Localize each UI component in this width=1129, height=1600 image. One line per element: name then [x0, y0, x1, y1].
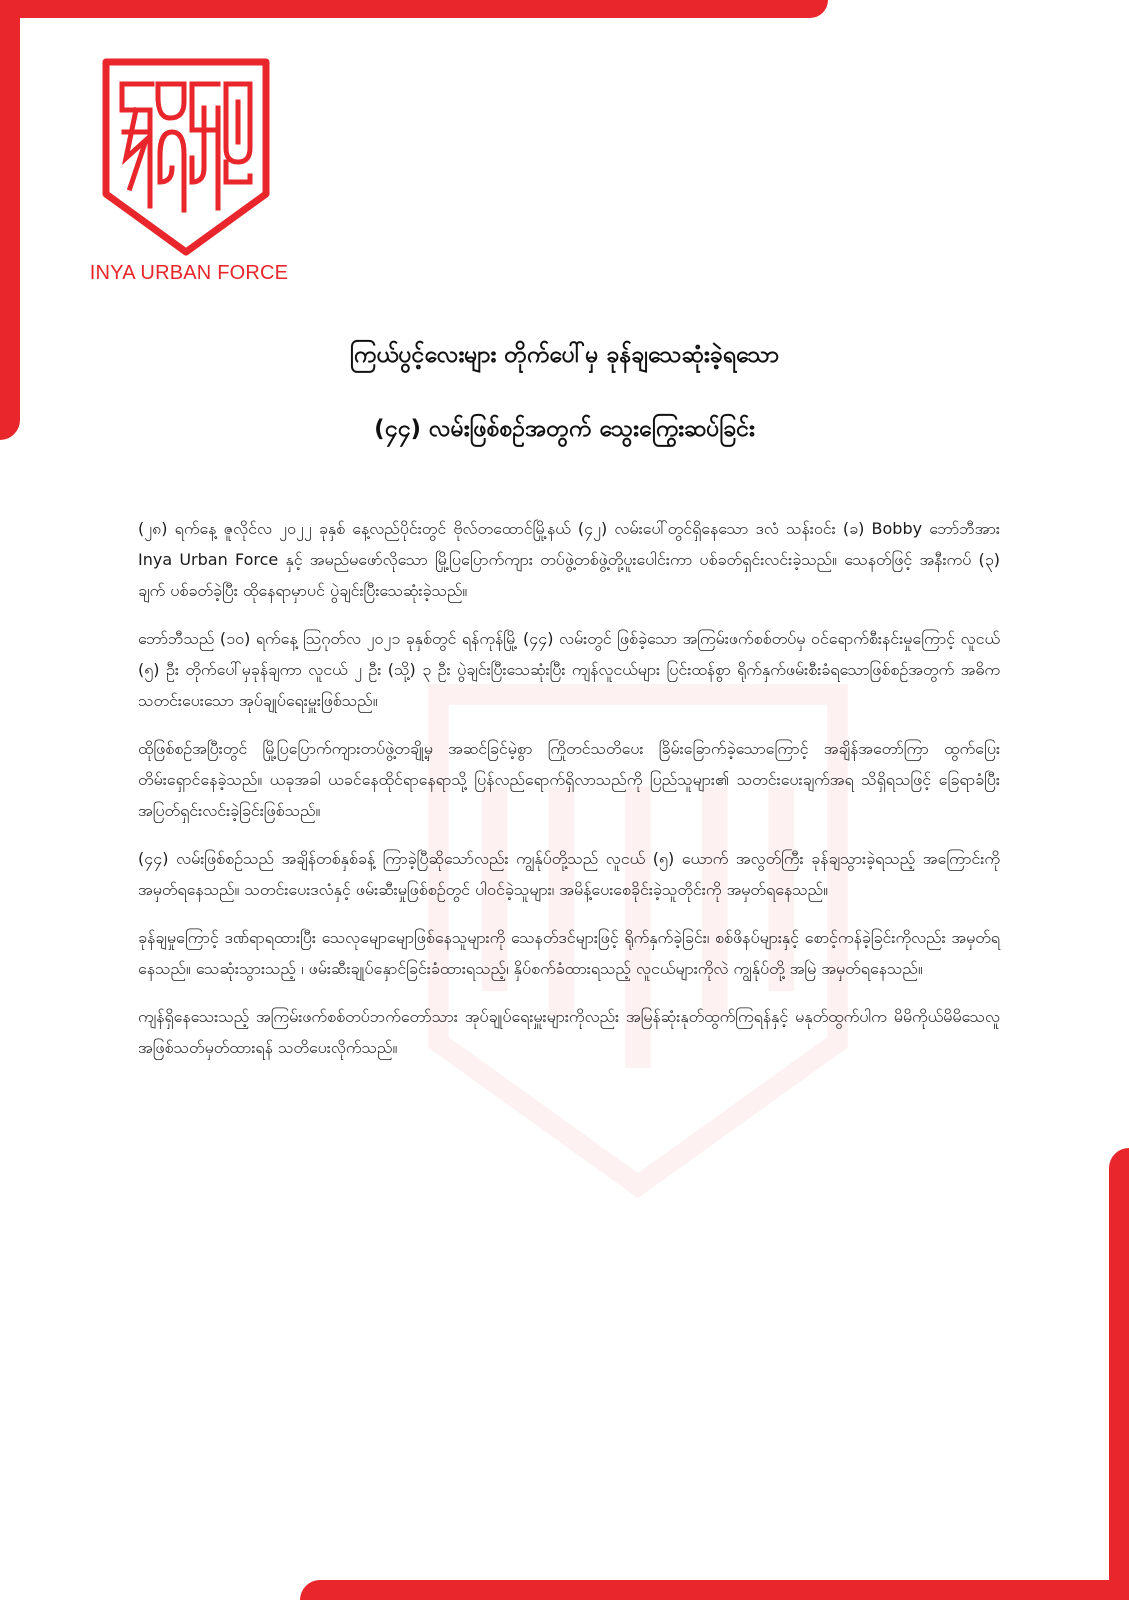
inya-urban-force-shield-logo-icon [100, 58, 272, 258]
page-title-line-1: ကြယ်ပွင့်လေးများ တိုက်ပေါ်မှ ခုန်ချသေဆုံးခဲ့ရသော [349, 342, 780, 369]
top-border-stripe [0, 0, 828, 18]
paragraph: ခုန်ချမှုကြောင့် ဒဏ်ရာရထားပြီး သေလုမျောမျောဖြစ်နေသူများကို သေနတ်ဒင်များဖြင့် ရိုက်နှက်ခဲ့ခြင်း၊ စစ်ဖိနပ်များနှင့် စောင့်ကန်ခဲ့ခြင်းကိုလည်း အမှတ်ရနေသည်။ သေဆုံးသွားသည့် ၊ ဖမ်းဆီးချုပ်နှောင်ခြင်းခံထားရသည့်၊ နှိပ်စက်ခံထားရသည့် လူငယ်များကိုလဲ ကျွန်ုပ်တို့ အမြဲ အမှတ်ရနေသည်။ [138, 928, 1000, 978]
page-title-line-2: (၄၄) လမ်းဖြစ်စဉ်အတွက် သွေးကြွေးဆပ်ခြင်း [374, 416, 755, 443]
paragraph: ဘော်ဘီသည် (၁၀) ရက်နေ့ ဩဂုတ်လ ၂၀၂၁ ခုနှစ်တွင် ရန်ကုန်မြို့ (၄၄) လမ်းတွင် ဖြစ်ခဲ့သော အကြမ်းဖက်စစ်တပ်မှ ဝင်ရောက်စီးနင်းမှုကြောင့် လူငယ် (၅) ဦး တိုက်ပေါ်မှခုန်ချကာ လူငယ် ၂ ဦး (သို့) ၃ ဦး ပွဲချင်းပြီးသေဆုံးပြီး ကျန်လူငယ်များ ပြင်းထန်စွာ ရိုက်နှက်ဖမ်းစီးခံရသောဖြစ်စဉ်အတွက် အဓိကသတင်းပေးသော အုပ်ချုပ်ရေးမှူးဖြစ်သည်။ [138, 629, 1000, 710]
bottom-border-stripe [300, 1580, 1129, 1600]
paragraph: ကျန်ရှိနေသေးသည့် အကြမ်းဖက်စစ်တပ်ဘက်တော်သား အုပ်ချုပ်ရေးမှူးများကိုလည်း အမြန်ဆုံးနုတ်ထွက်ကြရန်နှင့် မနုတ်ထွက်ပါက မိမိကိုယ်မိမိသေလူ အဖြစ်သတ်မှတ်ထားရန် သတိပေးလိုက်သည်။ [138, 1007, 1000, 1057]
paragraph: (၄၄) လမ်းဖြစ်စဉ်သည် အချိန်တစ်နှစ်ခန့် ကြာခဲ့ပြီဆိုသော်လည်း ကျွန်ုပ်တို့သည် လူငယ် (၅) ယောက် အလွတ်ကြီး ခုန်ချသွားခဲ့ရသည့် အကြောင်းကို အမှတ်ရနေသည်။ သတင်းပေးဒလံနှင့် ဖမ်းဆီးမှုဖြစ်စဉ်တွင် ပါဝင်ခဲ့သူများ၊ အမိန့်ပေးစေခိုင်းခဲ့သူတိုင်းကို အမှတ်ရနေသည်။ [138, 849, 1000, 899]
paragraph: (၂၈) ရက်နေ့ ဇူလိုင်လ ၂၀၂၂ ခုနှစ် နေ့လည်ပိုင်းတွင် ဗိုလ်တထောင်မြို့နယ် (၄၂) လမ်းပေါ်တွင်ရှိနေသော ဒလံ သန်းဝင်း (ခ) Bobby ဘော်ဘီအား Inya Urban Force နှင့် အမည်မဖော်လိုသော မြို့ပြပြောက်ကျား တပ်ဖွဲ့တစ်ဖွဲ့တို့ပူးပေါင်းကာ ပစ်ခတ်ရှင်းလင်းခဲ့သည်။ သေနတ်ဖြင့် အနီးကပ် (၃) ချက် ပစ်ခတ်ခဲ့ပြီး ထိုနေရာမှာပင် ပွဲချင်းပြီးသေဆုံးခဲ့သည်။ [138, 519, 1000, 600]
right-border-stripe [1109, 1148, 1129, 1600]
left-border-stripe [0, 0, 20, 440]
organization-name: INYA URBAN FORCE [89, 262, 289, 284]
paragraph: ထိုဖြစ်စဉ်အပြီးတွင် မြို့ပြပြောက်ကျားတပ်ဖွဲ့တချို့မှ အဆင်ခြင်မဲ့စွာ ကြိုတင်သတိပေး ခြိမ်းခြောက်ခဲ့သောကြောင့် အချိန်အတော်ကြာ ထွက်ပြေးတိမ်းရှောင်နေခဲ့သည်။ ယခုအခါ ယခင်နေထိုင်ရာနေရာသို့ ပြန်လည်ရောက်ရှိလာသည်ကို ပြည်သူများ၏ သတင်းပေးချက်အရ သိရှိရသဖြင့် ခြေရာခံပြီး အပြတ်ရှင်းလင်းခဲ့ခြင်းဖြစ်သည်။ [138, 739, 1000, 820]
statement-body [138, 513, 1000, 1080]
organization-logo [68, 58, 310, 290]
